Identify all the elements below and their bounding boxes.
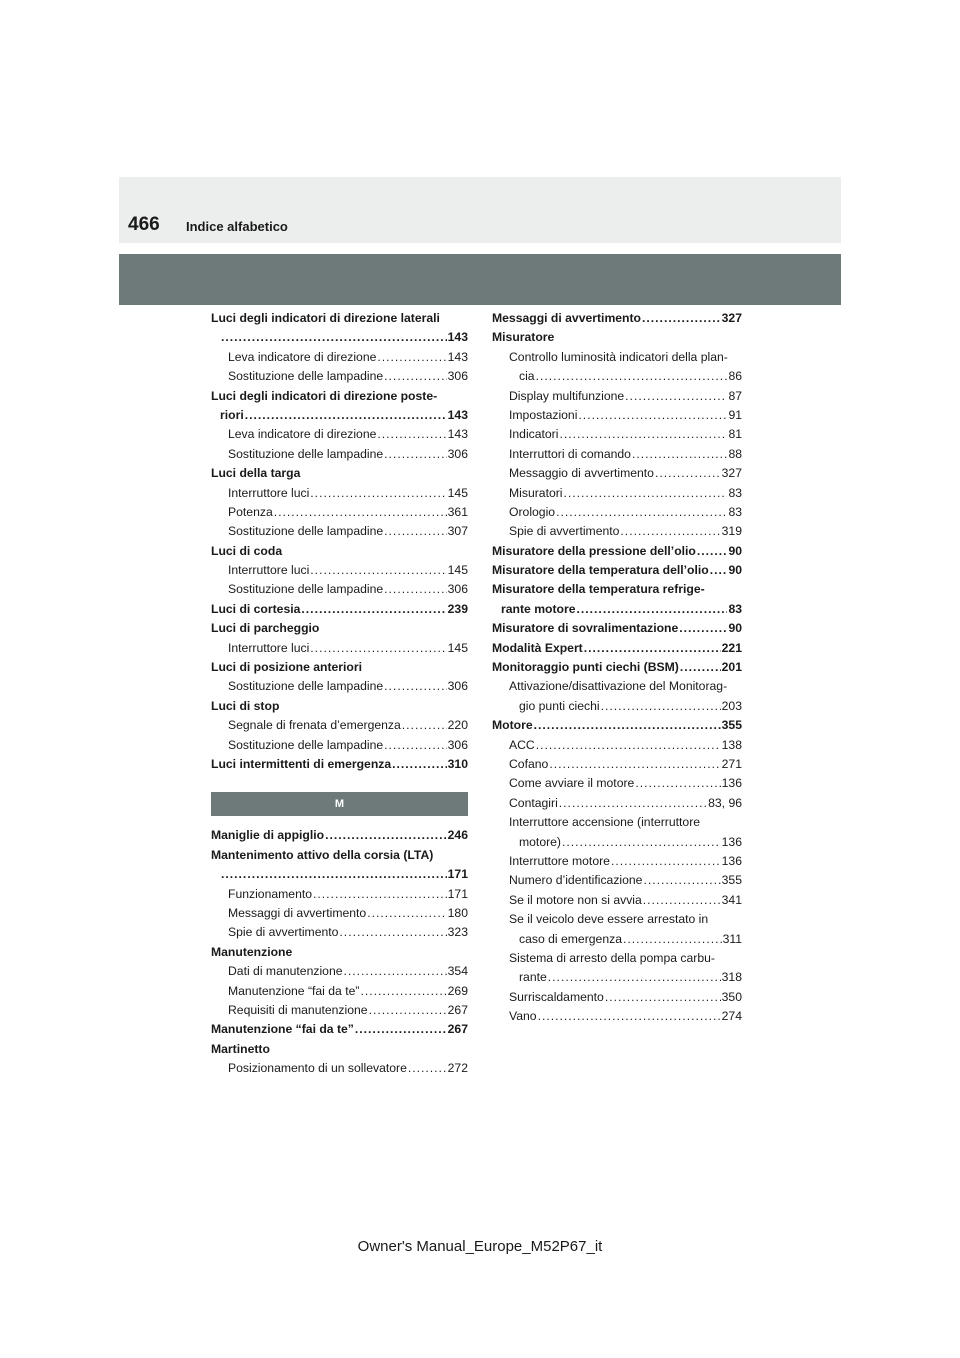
index-entry-page: 239 <box>447 601 468 616</box>
index-entry-term: Manutenzione <box>211 944 293 959</box>
index-entry-page: 83 <box>728 485 742 500</box>
dot-leader <box>384 367 447 386</box>
index-entry-page: 180 <box>447 905 468 920</box>
index-entry-term: Luci intermittenti di emergenza <box>211 756 392 771</box>
index-entry-term: Numero d’identificazione <box>509 873 643 888</box>
index-entry <box>211 639 468 658</box>
index-entry-page: 327 <box>721 466 742 481</box>
index-entry <box>211 348 468 367</box>
index-entry-term: Indicatori <box>509 427 559 442</box>
dot-leader <box>369 1001 447 1020</box>
index-entry-term: Vano <box>509 1009 537 1024</box>
index-entry-term: Interruttore luci <box>228 640 310 655</box>
index-entry-term: Contagiri <box>509 795 558 810</box>
index-entry-term: Manutenzione “fai da te” <box>211 1022 354 1037</box>
index-entry <box>492 774 742 793</box>
index-entry-term: Dati di manutenzione <box>228 964 343 979</box>
index-entry-term: Interruttori di comando <box>509 446 631 461</box>
index-entry-page: 143 <box>447 349 468 364</box>
dot-leader <box>710 561 728 580</box>
dot-leader <box>360 982 446 1001</box>
dot-leader <box>384 736 447 755</box>
dot-leader <box>367 904 446 923</box>
index-entry <box>492 406 742 425</box>
dot-leader <box>536 736 721 755</box>
index-entry-page: 350 <box>721 989 742 1004</box>
index-entry <box>492 309 742 328</box>
dot-leader <box>620 522 720 541</box>
dot-leader <box>221 328 447 347</box>
dot-leader <box>339 923 446 942</box>
index-entry-page: 311 <box>722 931 742 946</box>
index-entry <box>211 885 468 904</box>
index-entry-page: 271 <box>721 756 742 771</box>
index-entry-page: 81 <box>728 427 742 442</box>
index-entry-page: 267 <box>447 1002 468 1017</box>
index-entry <box>492 755 742 774</box>
index-entry-term: Manutenzione “fai da te” <box>228 983 360 998</box>
index-entry-page: 136 <box>721 834 742 849</box>
index-entry-page: 171 <box>447 867 468 882</box>
page-number: 466 <box>128 214 160 235</box>
index-entry-term: Luci di parcheggio <box>211 621 320 636</box>
index-entry <box>492 464 742 483</box>
dot-leader <box>611 852 721 871</box>
index-entry-term: Misuratore della temperatura dell’olio <box>492 563 709 578</box>
index-entry-page: 136 <box>721 776 742 791</box>
index-entry-term: Luci di stop <box>211 698 280 713</box>
dot-leader <box>632 445 728 464</box>
index-entry <box>492 542 742 561</box>
index-entry-term: Sostituzione delle lampadine <box>228 737 384 752</box>
index-entry-term: Luci di posizione anteriori <box>211 660 363 675</box>
index-entry <box>492 697 742 716</box>
index-entry-page: 90 <box>728 563 742 578</box>
dot-leader <box>559 794 707 813</box>
index-entry-term: Requisiti di manutenzione <box>228 1002 368 1017</box>
index-entry-term: Messaggi di avvertimento <box>492 311 642 325</box>
index-entry <box>492 484 742 503</box>
index-entry-term: Martinetto <box>211 1041 270 1056</box>
index-entry-term: Spie di avvertimento <box>228 925 339 940</box>
index-entry-term: Controllo luminosità indicatori della plan- <box>509 349 728 364</box>
dot-leader <box>245 406 447 425</box>
dot-leader <box>577 600 728 619</box>
index-entry <box>211 425 468 444</box>
index-entry-term: Interruttore luci <box>228 485 310 500</box>
index-entry-page: 318 <box>721 970 742 985</box>
dot-leader <box>534 716 721 735</box>
dot-leader <box>301 600 446 619</box>
dot-leader <box>402 716 447 735</box>
section-title: Indice alfabetico <box>186 219 288 234</box>
index-entry-page: 83 <box>728 504 742 519</box>
letter-divider-m: M <box>211 792 468 816</box>
index-entry-term: Se il motore non si avvia <box>509 892 642 907</box>
index-entry <box>492 930 742 949</box>
index-entry-term: Misuratore <box>492 330 555 345</box>
index-entry <box>211 1001 468 1020</box>
index-entry-page: 145 <box>447 485 468 500</box>
dot-leader <box>384 677 447 696</box>
index-entry-term: Leva indicatore di direzione <box>228 427 377 442</box>
index-entry <box>492 600 742 619</box>
dot-leader <box>655 464 721 483</box>
footer-manual-id: Owner's Manual_Europe_M52P67_it <box>357 1238 603 1255</box>
dot-leader <box>559 425 727 444</box>
index-entry <box>211 962 468 981</box>
index-entry-term: Surriscaldamento <box>509 989 604 1004</box>
index-entry-term: gio punti ciechi <box>519 698 600 713</box>
index-entry <box>211 943 468 962</box>
index-entry <box>211 736 468 755</box>
right-column <box>492 309 742 1026</box>
index-entry-term: Misuratore di sovralimentazione <box>492 621 679 636</box>
index-entry-term: Luci di coda <box>211 543 283 558</box>
index-entry-page: 90 <box>728 543 742 558</box>
index-entry-page: 83 <box>728 601 742 616</box>
index-entry <box>492 716 742 735</box>
index-entry-page: 306 <box>447 737 468 752</box>
index-entry-term: rante motore <box>501 601 576 616</box>
index-entry <box>211 755 468 774</box>
index-entry-term: Orologio <box>509 504 556 519</box>
dot-leader <box>384 580 447 599</box>
index-list-m <box>211 826 468 1078</box>
dot-leader <box>384 445 447 464</box>
index-entry <box>492 367 742 386</box>
index-entry-term: Mantenimento attivo della corsia (LTA) <box>211 847 434 862</box>
dot-leader <box>392 755 447 774</box>
index-entry <box>492 871 742 890</box>
dot-leader <box>578 406 727 425</box>
index-entry <box>211 826 468 845</box>
index-entry <box>492 619 742 638</box>
index-entry-term: ACC <box>509 737 535 752</box>
index-entry-page: 246 <box>447 828 468 843</box>
index-entry-term: Misuratore della pressione dell’olio <box>492 543 696 558</box>
index-entry <box>211 697 468 716</box>
index-entry-term: Misuratore della temperatura refrige- <box>492 582 705 597</box>
index-entry-page: 143 <box>447 330 468 345</box>
index-entry-term: Maniglie di appiglio <box>211 828 325 843</box>
index-entry-page: 83, 96 <box>708 795 742 810</box>
index-entry <box>492 677 742 696</box>
index-entry-page: 138 <box>721 737 742 752</box>
index-entry <box>211 846 468 865</box>
index-entry <box>211 677 468 696</box>
index-entry-term: Sostituzione delle lampadine <box>228 369 384 384</box>
dot-leader <box>344 962 447 981</box>
dot-leader <box>642 309 721 328</box>
dot-leader <box>274 503 447 522</box>
index-entry-page: 307 <box>447 524 468 539</box>
index-entry <box>211 619 468 638</box>
index-entry-page: 274 <box>721 1009 742 1024</box>
index-entry-page: 201 <box>721 660 742 675</box>
index-entry-page: 341 <box>721 892 742 907</box>
index-entry <box>492 445 742 464</box>
index-entry <box>492 813 742 832</box>
index-entry-term: Attivazione/disattivazione del Monitorag- <box>509 679 728 694</box>
dot-leader <box>562 833 721 852</box>
index-entry <box>492 1007 742 1026</box>
index-entry <box>492 503 742 522</box>
index-entry-term: Leva indicatore di direzione <box>228 349 377 364</box>
index-entry-page: 136 <box>721 853 742 868</box>
index-entry <box>492 736 742 755</box>
dot-leader <box>310 639 446 658</box>
index-entry <box>492 968 742 987</box>
dot-leader <box>623 930 722 949</box>
dot-leader <box>408 1059 447 1078</box>
index-entry-term: Come avviare il motore <box>509 776 635 791</box>
index-entry-term: Luci della targa <box>211 466 301 481</box>
index-entry <box>492 561 742 580</box>
index-entry <box>211 1059 468 1078</box>
index-entry <box>211 367 468 386</box>
index-entry-term: Cofano <box>509 756 549 771</box>
index-entry <box>211 387 468 406</box>
index-entry-term: Interruttore motore <box>509 853 610 868</box>
dot-leader <box>584 639 721 658</box>
dot-leader <box>697 542 728 561</box>
index-entry-page: 269 <box>447 983 468 998</box>
index-entry-term: Se il veicolo deve essere arrestato in <box>509 912 709 927</box>
index-entry-term: Interruttore luci <box>228 563 310 578</box>
index-entry <box>492 910 742 929</box>
dot-leader <box>605 988 721 1007</box>
index-entry-term: Messaggio di avvertimento <box>509 466 654 481</box>
index-entry-page: 267 <box>447 1022 468 1037</box>
index-entry-term: Sostituzione delle lampadine <box>228 524 384 539</box>
index-entry-page: 272 <box>447 1061 468 1076</box>
index-entry-page: 221 <box>721 640 742 655</box>
index-entry-page: 145 <box>447 640 468 655</box>
index-entry <box>211 904 468 923</box>
index-entry-page: 145 <box>447 563 468 578</box>
index-entry <box>492 328 742 347</box>
index-entry-term: caso di emergenza <box>519 931 622 946</box>
index-entry <box>211 982 468 1001</box>
index-entry-page: 323 <box>447 925 468 940</box>
index-entry <box>211 600 468 619</box>
index-entry <box>211 406 468 425</box>
dot-leader <box>377 425 446 444</box>
dot-leader <box>325 826 447 845</box>
dot-leader <box>355 1020 447 1039</box>
dot-leader <box>221 865 447 884</box>
header-dark-band <box>119 254 841 305</box>
index-entry-term: Interruttore accensione (interruttore <box>509 815 701 830</box>
index-entry-term: rante <box>519 970 547 985</box>
index-entry <box>211 464 468 483</box>
index-entry <box>211 1040 468 1059</box>
index-entry-page: 310 <box>447 756 468 771</box>
index-entry <box>492 852 742 871</box>
index-entry-term: Luci degli indicatori di direzione laterali <box>211 311 440 325</box>
index-entry-term: Segnale di frenata d’emergenza <box>228 718 401 733</box>
index-entry-page: 91 <box>728 407 742 422</box>
index-entry-term: cia <box>519 369 535 384</box>
index-entry-term: Potenza <box>228 504 273 519</box>
index-entry-page: 306 <box>447 679 468 694</box>
index-entry-term: Display multifunzione <box>509 388 625 403</box>
index-entry-page: 355 <box>721 718 742 733</box>
index-entry <box>211 716 468 735</box>
index-entry-term: riori <box>220 407 244 422</box>
index-entry-term: Sistema di arresto della pompa carbu- <box>509 950 715 965</box>
dot-leader <box>635 774 720 793</box>
dot-leader <box>310 484 446 503</box>
index-entry-page: 319 <box>721 524 742 539</box>
index-entry-page: 306 <box>447 582 468 597</box>
index-entry-term: Funzionamento <box>228 886 313 901</box>
index-entry-term: Messaggi di avvertimento <box>228 905 367 920</box>
index-entry <box>211 923 468 942</box>
index-entry-term: Luci di cortesia <box>211 601 301 616</box>
index-entry-page: 171 <box>447 886 468 901</box>
index-entry <box>492 425 742 444</box>
index-entry-page: 143 <box>447 407 468 422</box>
index-entry-page: 88 <box>728 446 742 461</box>
dot-leader <box>549 755 720 774</box>
index-entry-page: 87 <box>728 388 742 403</box>
index-entry-page: 306 <box>447 369 468 384</box>
dot-leader <box>536 367 728 386</box>
dot-leader <box>548 968 721 987</box>
index-entry <box>211 445 468 464</box>
index-entry <box>211 503 468 522</box>
index-entry <box>211 309 468 328</box>
index-entry <box>492 639 742 658</box>
index-entry <box>211 522 468 541</box>
index-entry-term: Sostituzione delle lampadine <box>228 582 384 597</box>
index-entry <box>492 348 742 367</box>
index-entry-page: 143 <box>447 427 468 442</box>
index-list-m-continued <box>492 309 742 1026</box>
index-entry <box>492 949 742 968</box>
index-entry-term: Sostituzione delle lampadine <box>228 679 384 694</box>
dot-leader <box>680 658 721 677</box>
dot-leader <box>377 348 446 367</box>
index-entry-term: Posizionamento di un sollevatore <box>228 1061 407 1076</box>
index-entry-term: motore) <box>519 834 561 849</box>
index-entry-term: Impostazioni <box>509 407 578 422</box>
index-entry-term: Monitoraggio punti ciechi (BSM) <box>492 660 679 675</box>
index-entry-term: Spie di avvertimento <box>509 524 620 539</box>
index-entry <box>492 794 742 813</box>
index-entry-term: Motore <box>492 718 533 733</box>
index-entry-page: 361 <box>447 504 468 519</box>
dot-leader <box>310 561 446 580</box>
index-entry <box>492 580 742 599</box>
index-entry <box>211 658 468 677</box>
index-entry-page: 355 <box>721 873 742 888</box>
index-entry <box>492 522 742 541</box>
index-entry-page: 306 <box>447 446 468 461</box>
index-entry-page: 86 <box>728 369 742 384</box>
index-entry-page: 327 <box>721 311 742 325</box>
index-entry <box>492 658 742 677</box>
dot-leader <box>564 484 728 503</box>
index-entry-page: 90 <box>728 621 742 636</box>
index-entry <box>211 1020 468 1039</box>
left-column <box>211 309 468 1078</box>
dot-leader <box>313 885 447 904</box>
index-entry <box>211 580 468 599</box>
index-entry-term: Modalità Expert <box>492 640 583 655</box>
dot-leader <box>601 697 721 716</box>
index-entry-page: 354 <box>447 964 468 979</box>
index-entry <box>211 542 468 561</box>
index-entry <box>211 484 468 503</box>
index-entry <box>492 988 742 1007</box>
dot-leader <box>679 619 727 638</box>
dot-leader <box>625 387 727 406</box>
index-entry-page: 203 <box>721 698 742 713</box>
index-entry <box>492 891 742 910</box>
index-entry <box>492 387 742 406</box>
index-entry-term: Misuratori <box>509 485 563 500</box>
index-list-l <box>211 309 468 774</box>
dot-leader <box>556 503 727 522</box>
index-entry-term: Sostituzione delle lampadine <box>228 446 384 461</box>
index-entry <box>492 833 742 852</box>
dot-leader <box>643 891 721 910</box>
index-entry <box>211 561 468 580</box>
index-entry <box>211 865 468 884</box>
dot-leader <box>643 871 720 890</box>
index-entry-term: Luci degli indicatori di direzione poste- <box>211 388 438 403</box>
index-entry <box>211 328 468 347</box>
index-entry-page: 220 <box>447 718 468 733</box>
dot-leader <box>538 1007 721 1026</box>
dot-leader <box>384 522 447 541</box>
